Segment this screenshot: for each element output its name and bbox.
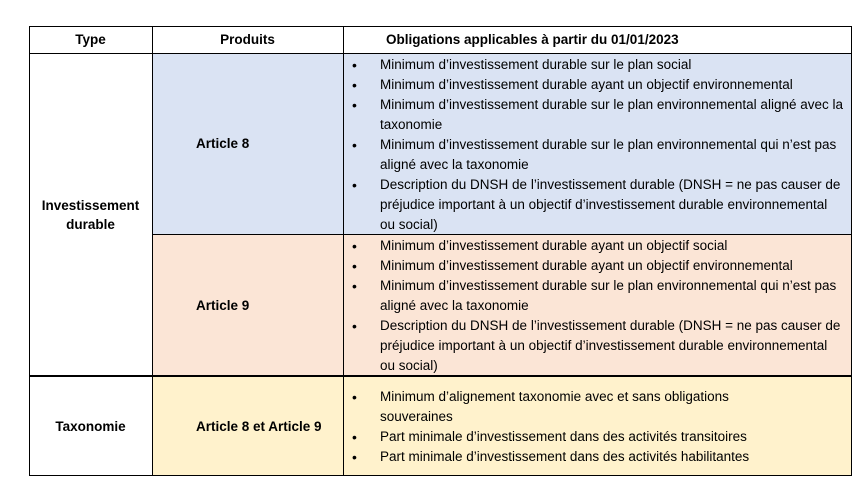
- header-obligations: [343, 26, 852, 53]
- obligations-article-9: [343, 234, 852, 376]
- header-produits: [152, 26, 343, 53]
- product-article-9-label: Article 9: [196, 297, 250, 313]
- type-taxonomie: [29, 376, 152, 476]
- type-taxonomie-label: Taxonomie: [55, 418, 126, 434]
- product-article-8-label: Article 8: [196, 136, 250, 151]
- type-investissement-durable: [29, 53, 152, 376]
- list-item: • Minimum d’alignement taxonomie avec et sans obligations souveraines: [343, 387, 852, 427]
- list-item: • Minimum d’investissement durable sur le plan environnemental qui n’est pas aligné avec la taxonomie: [343, 276, 852, 316]
- product-article-8-et-9-label: Article 8 et Article 9: [196, 418, 322, 434]
- type-investissement-label: Investissement durable: [41, 197, 140, 232]
- obligations-article-8: [343, 53, 852, 234]
- list-item: • Minimum d’investissement durable ayant un objectif environnemental: [343, 256, 852, 276]
- list-item: • Minimum d’investissement durable ayant un objectif social: [343, 236, 852, 256]
- list-item: • Minimum d’investissement durable sur le plan environnemental qui n’est pas aligné avec la taxonomie: [343, 135, 852, 175]
- list-item: • Minimum d’investissement durable sur le plan environnemental aligné avec la taxonomie: [343, 95, 852, 135]
- obligations-taxonomie-list: [343, 387, 852, 467]
- border-col2: [343, 26, 344, 476]
- header-produits-label: Produits: [220, 32, 275, 47]
- border-col1: [152, 26, 153, 476]
- header-obligations-label: Obligations applicables à partir du 01/01/2023: [386, 32, 679, 47]
- list-item: • Minimum d’investissement durable ayant un objectif environnemental: [343, 75, 852, 95]
- product-article-9: [152, 234, 343, 376]
- list-item: • Part minimale d’investissement dans des activités habilitantes: [343, 447, 852, 467]
- border-right: [851, 26, 852, 476]
- obligations-article-8-list: [343, 55, 852, 235]
- product-article-8: [152, 53, 343, 234]
- obligations-table: [29, 26, 852, 476]
- list-item: • Description du DNSH de l’investissement durable (DNSH = ne pas causer de préjudice important à un objectif d’investissement durable environnemental ou social): [343, 316, 852, 376]
- list-item: • Part minimale d’investissement dans des activités transitoires: [343, 427, 852, 447]
- header-type: [29, 26, 152, 53]
- obligations-article-9-list: [343, 236, 852, 376]
- border-left: [29, 26, 30, 476]
- header-type-label: Type: [75, 32, 106, 47]
- product-article-8-et-9: [152, 376, 343, 476]
- border-article8-bottom: [152, 234, 852, 235]
- list-item: • Minimum d’investissement durable sur le plan social: [343, 55, 852, 75]
- obligations-taxonomie: [343, 376, 852, 476]
- list-item: • Description du DNSH de l’investissement durable (DNSH = ne pas causer de préjudice important à un objectif d’investissement durable environnemental ou social): [343, 175, 852, 235]
